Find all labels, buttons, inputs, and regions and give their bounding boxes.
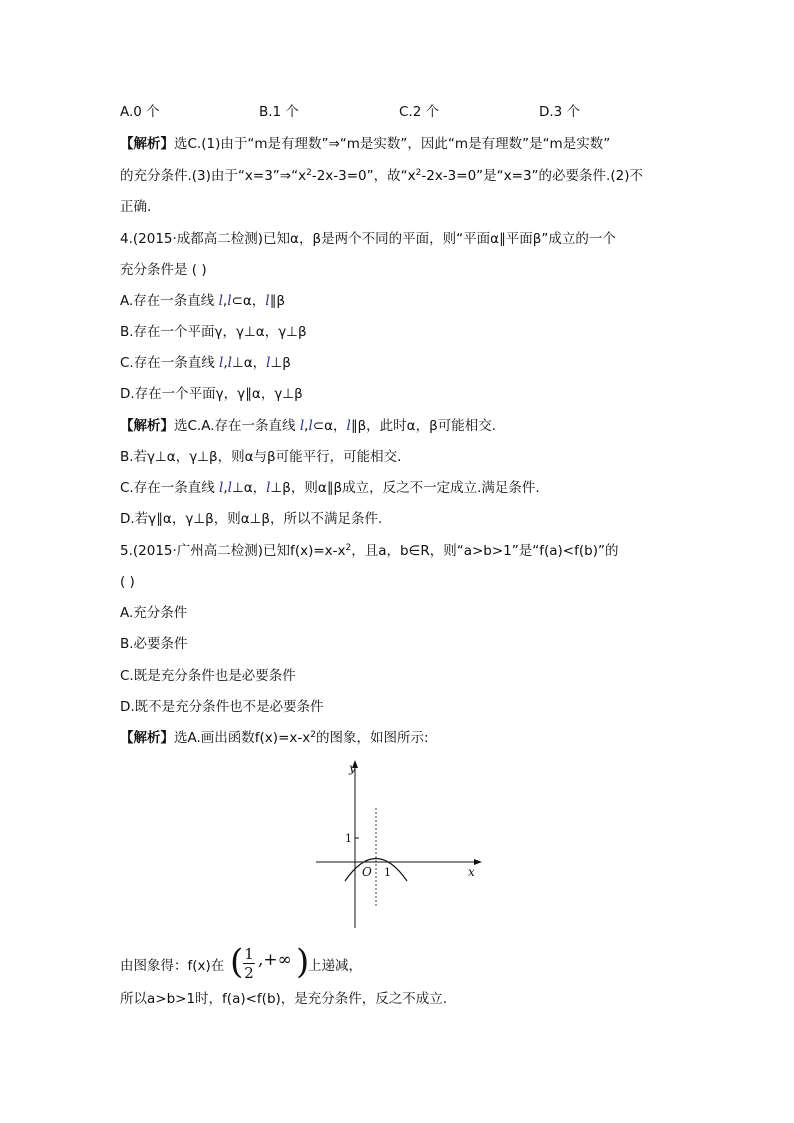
text: 5.(2015·广州高二检测)已知f(x)=x-x — [120, 543, 346, 559]
function-graph — [314, 760, 484, 930]
variable-l: l — [219, 355, 224, 371]
text: 上递减， — [308, 958, 362, 974]
text: , — [304, 418, 309, 434]
analysis4-line1 — [120, 416, 496, 436]
variable-l: l — [266, 355, 271, 371]
question5-option-b: B.必要条件 — [120, 636, 188, 652]
question5-option-c: C.既是充分条件也是必要条件 — [120, 668, 296, 684]
analysis3-line1 — [120, 134, 610, 154]
text: 选A.画出函数f(x)=x-x — [174, 730, 311, 746]
question5-stem-line2: ( ) — [120, 574, 135, 590]
question4-stem-line2: 充分条件是 ( ) — [120, 262, 207, 278]
analysis3-line2 — [120, 166, 643, 186]
text: C.存在一条直线 — [120, 480, 220, 496]
left-paren: ( — [230, 942, 244, 982]
text: ⊂α， — [312, 418, 347, 434]
question4-option-c — [120, 353, 291, 373]
variable-l: l — [266, 480, 271, 496]
option-c: C.2 个 — [399, 104, 440, 120]
x-axis-arrow-icon — [474, 859, 482, 865]
text: ⊥α， — [231, 355, 267, 371]
question4-option-d: D.存在一个平面γ，γ∥α，γ⊥β — [120, 386, 303, 402]
text: , — [222, 293, 228, 309]
text: ∥β，此时α，β可能相交. — [350, 418, 496, 434]
analysis3-text2a: 的充分条件.(3)由于“x=3”⇒“x — [120, 168, 307, 184]
analysis3-text2b: -2x-3=0”，故“x — [311, 168, 416, 184]
x-tick-label-1: 1 — [384, 866, 391, 879]
text: 选C.A.存在一条直线 — [174, 418, 300, 434]
analysis3-text1: 选C.(1)由于“m是有理数”⇒“m是实数”，因此“m是有理数”是“m是实数” — [174, 136, 611, 152]
variable-l: l — [218, 293, 223, 309]
variable-l: l — [227, 355, 232, 371]
text: 由图象得：f(x)在 — [120, 958, 225, 974]
superscript: 2 — [310, 730, 316, 740]
question5-stem-line1 — [120, 541, 618, 561]
analysis4-line4: D.若γ∥α，γ⊥β，则α⊥β，所以不满足条件. — [120, 511, 383, 527]
question5-option-a: A.充分条件 — [120, 605, 188, 621]
option-d: D.3 个 — [539, 104, 581, 120]
x-axis-label: x — [468, 865, 475, 879]
analysis5-line1 — [120, 728, 429, 748]
text: 的图象，如图所示: — [315, 730, 429, 746]
variable-l: l — [346, 418, 351, 434]
right-paren: ) — [296, 942, 310, 982]
question4-option-b: B.存在一个平面γ，γ⊥α，γ⊥β — [120, 324, 307, 340]
text: C.存在一条直线 — [120, 355, 220, 371]
y-axis-label: y — [349, 761, 356, 775]
option-b: B.1 个 — [259, 104, 299, 120]
fraction-denominator: 2 — [244, 964, 254, 982]
variable-l: l — [227, 293, 232, 309]
text: , — [223, 480, 228, 496]
origin-label: O — [362, 865, 372, 879]
option-a: A.0 个 — [120, 104, 160, 120]
analysis-tag: 【解析】 — [120, 136, 174, 152]
variable-l: l — [308, 418, 313, 434]
variable-l: l — [219, 480, 224, 496]
question4-stem-line1: 4.(2015·成都高二检测)已知α，β是两个不同的平面，则“平面α∥平面β”成立的一个 — [120, 231, 616, 247]
analysis4-line3 — [120, 478, 540, 498]
analysis4-line2: B.若γ⊥α，γ⊥β，则α与β可能平行，可能相交. — [120, 449, 402, 465]
superscript: 2 — [306, 168, 312, 178]
analysis3-text2c: -2x-3=0”是“x=3”的必要条件.(2)不 — [421, 168, 643, 184]
text: ⊂α， — [231, 293, 266, 309]
text: ，且a，b∈R，则“a>b>1”是“f(a)<f(b)”的 — [351, 543, 619, 559]
interval-infinity: ,+∞ — [258, 950, 292, 970]
analysis3-line3: 正确. — [120, 199, 152, 215]
text: ⊥β — [270, 355, 291, 371]
y-tick-label-1: 1 — [345, 832, 352, 845]
text: , — [223, 355, 228, 371]
superscript: 2 — [345, 543, 352, 553]
text: ⊥β，则α∥β成立，反之不一定成立.满足条件. — [270, 480, 540, 496]
text: A.存在一条直线 — [120, 293, 219, 309]
question4-option-a — [120, 291, 285, 311]
variable-l: l — [265, 293, 270, 309]
analysis-tag: 【解析】 — [120, 730, 174, 746]
superscript: 2 — [415, 168, 422, 178]
variable-l: l — [227, 480, 232, 496]
analysis5-line3: 所以a>b>1时，f(a)<f(b)，是充分条件，反之不成立. — [120, 991, 448, 1007]
text: ⊥α， — [231, 480, 267, 496]
analysis-tag: 【解析】 — [120, 418, 174, 434]
question5-option-d: D.既不是充分条件也不是必要条件 — [120, 699, 324, 715]
variable-l: l — [299, 418, 305, 434]
text: ∥β — [269, 293, 285, 309]
fraction-numerator: 1 — [244, 945, 254, 963]
